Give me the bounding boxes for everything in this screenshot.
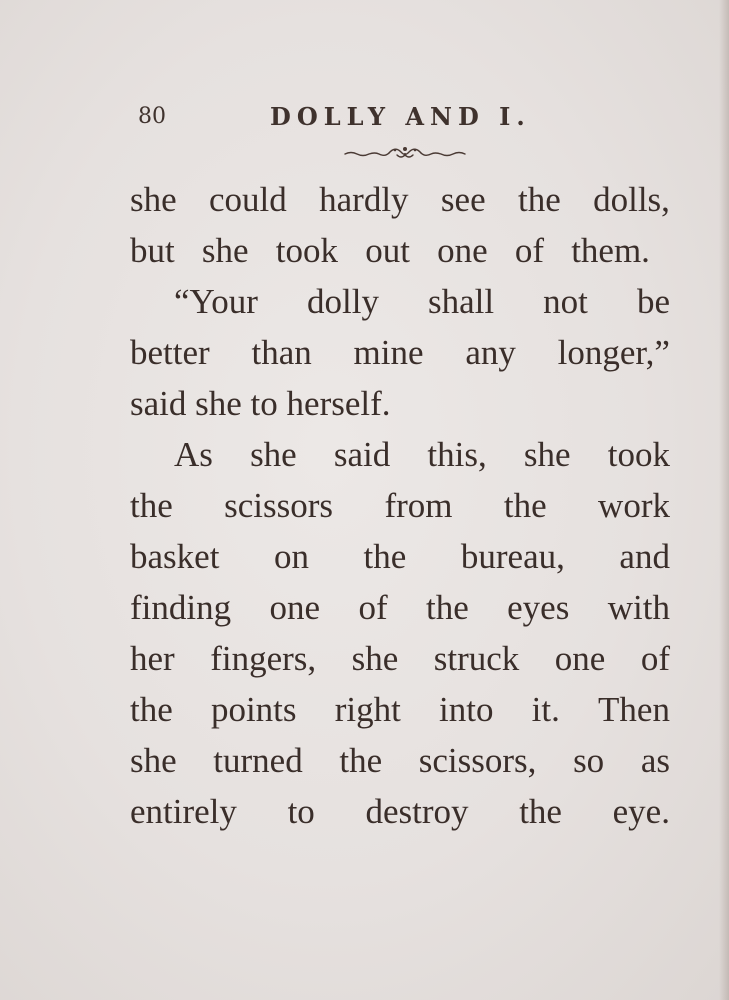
text-line-12: she turned the scissors, so as: [130, 741, 670, 780]
text-line-7: the scissors from the work: [130, 486, 670, 525]
text-line-9: finding one of the eyes with: [130, 588, 670, 627]
text-line-11: the points right into it. Then: [130, 690, 670, 729]
text-line-1: she could hardly see the dolls,: [130, 180, 670, 219]
text-line-6: As she said this, she took: [174, 435, 670, 474]
text-line-8: basket on the bureau, and: [130, 537, 670, 576]
page-number: 80: [138, 104, 166, 129]
text-line-2: but she took out one of them.: [130, 231, 650, 270]
running-head: [138, 100, 558, 140]
text-line-4: better than mine any longer,”: [130, 333, 670, 372]
body-text: [130, 174, 670, 837]
running-title: DOLLY AND I.: [270, 102, 531, 131]
text-line-5: said she to herself.: [130, 384, 391, 423]
decorative-ornament-icon: [343, 144, 467, 162]
text-line-13: entirely to destroy the eye.: [130, 792, 670, 831]
text-line-10: her fingers, she struck one of: [130, 639, 670, 678]
page-edge-shadow: [719, 0, 729, 1000]
text-line-3: “Your dolly shall not be: [174, 282, 670, 321]
